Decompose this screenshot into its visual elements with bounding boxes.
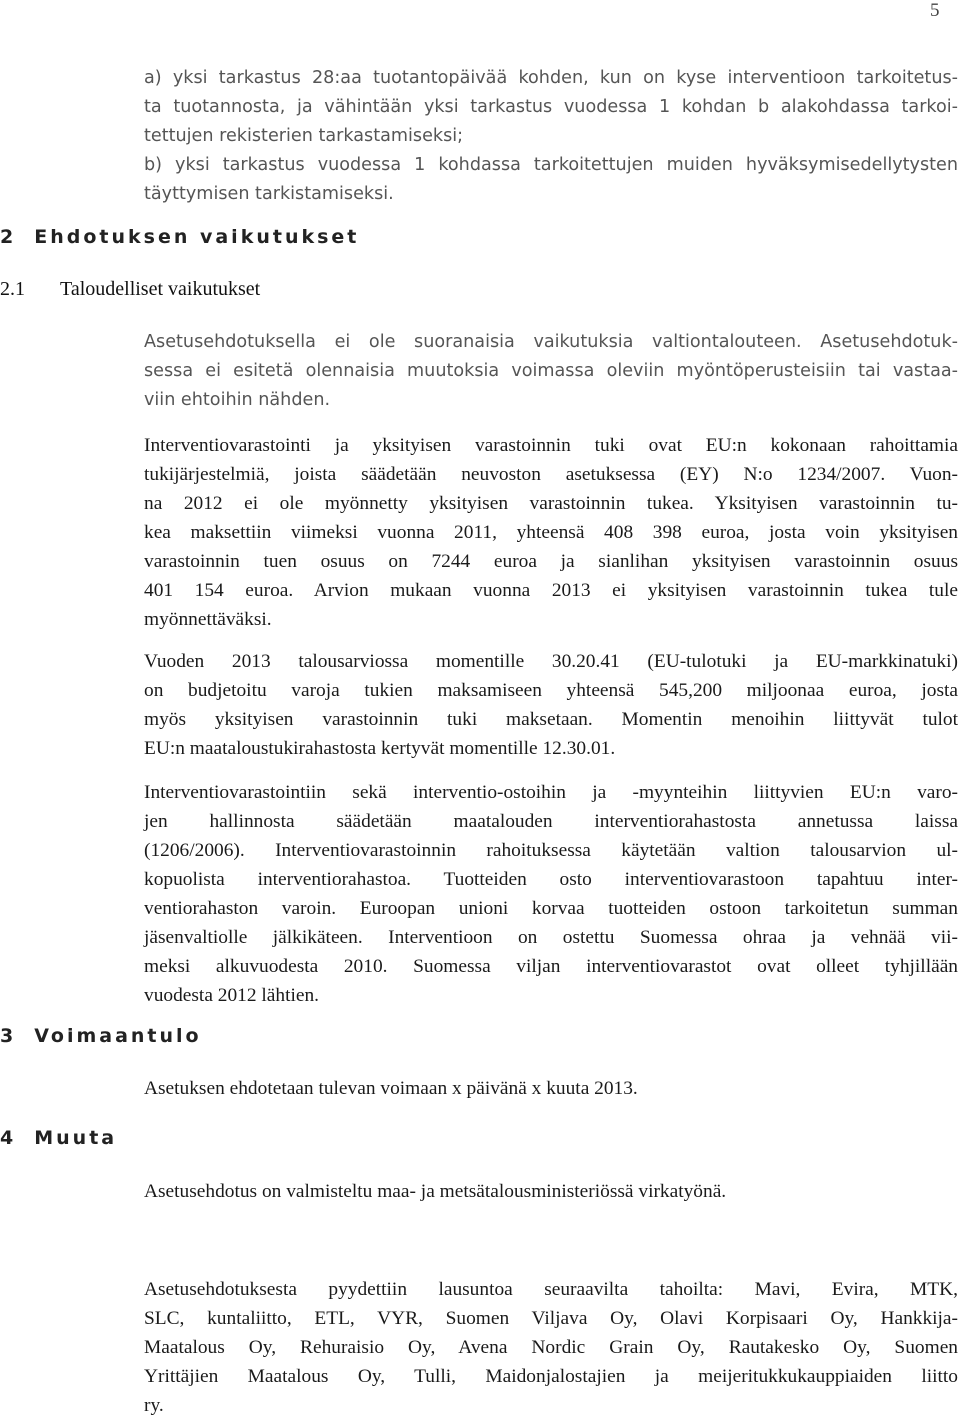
section-number: 2 [0,226,17,248]
text-line: varastoinnin tuen osuus on 7244 euroa ja sianlihan yksityisen varastoinnin osuus [144,551,958,572]
text-line: Interventiovarastointiin sekä interventio-ostoihin ja -myynteihin liittyvien EU:n varo- [144,782,958,803]
paragraph-preparation [144,1177,958,1206]
text-line: Asetusehdotuksella ei ole suoranaisia vaikutuksia valtiontalouteen. Asetusehdotuk- [144,332,958,352]
paragraph-intervention-fund [144,778,958,1010]
section-number: 4 [0,1127,17,1149]
text-line: (1206/2006). Interventiovarastoinnin rahoituksessa käytetään valtion talousarvion ul- [144,840,958,861]
text-line: ventiorahaston varoin. Euroopan unioni korvaa tuotteiden ostoon tarkoitetun summan [144,898,958,919]
intro-b-line: täyttymisen tarkistamiseksi. [144,184,394,204]
paragraph-economic-impact [144,328,958,415]
text-line: sessa ei esitetä olennaisia muutoksia voimassa oleviin myöntöperusteisiin tai vastaa- [144,361,958,381]
text-line: Vuoden 2013 talousarviossa momentille 30.20.41 (EU-tulotuki ja EU-markkinatuki) [144,651,958,672]
text-line: myönnettäväksi. [144,609,272,630]
text-line: ry. [144,1395,164,1416]
section-title: Voimaantulo [34,1025,202,1047]
paragraph-intervention-storage [144,431,958,634]
paragraph-entry-into-force [144,1074,958,1103]
intro-a-line: a) yksi tarkastus 28:aa tuotantopäivää kohden, kun on kyse interventioon tarkoitetus- [144,68,958,88]
text-line: Yrittäjien Maatalous Oy, Tulli, Maidonjalostajien ja meijeritukkukauppiaiden liitto [144,1366,958,1387]
text-line: on budjetoitu varoja tukien maksamiseen yhteensä 545,200 miljoonaa euroa, josta [144,680,958,701]
text-line: na 2012 ei ole myönnetty yksityisen varastoinnin tukea. Yksityisen varastoinnin tu- [144,493,958,514]
text-line: jäsenvaltiolle jälkikäteen. Interventioon on ostettu Suomessa ohraa ja vehnää vii- [144,927,958,948]
section-title: Taloudelliset vaikutukset [60,278,261,300]
text-line: kea maksettiin viimeksi vuonna 2011, yhteensä 408 398 euroa, josta voin yksityisen [144,522,958,543]
text-line: kopuolista interventiorahastoa. Tuotteiden osto interventiovarastoon tapahtuu inter- [144,869,958,890]
section-number: 3 [0,1025,17,1047]
intro-a-line: ta tuotannosta, ja vähintään yksi tarkastus vuodessa 1 kohdan b alakohdassa tarkoi- [144,97,958,117]
intro-item-b [144,151,958,209]
intro-item-a [144,64,958,151]
intro-a-line: tettujen rekisterien tarkastamiseksi; [144,126,464,146]
section-heading-2 [0,226,359,248]
paragraph-consultation [144,1275,958,1420]
section-title: Muuta [34,1127,118,1149]
text-line: EU:n maataloustukirahastosta kertyvät momentille 12.30.01. [144,738,616,759]
text-line: meksi alkuvuodesta 2010. Suomessa viljan interventiovarastot ovat olleet tyhjillään [144,956,958,977]
text-line: Interventiovarastointi ja yksityisen varastoinnin tuki ovat EU:n kokonaan rahoittamia [144,435,958,456]
text-line: Maatalous Oy, Rehuraisio Oy, Avena Nordic Grain Oy, Rautakesko Oy, Suomen [144,1337,958,1358]
subsection-heading-2-1 [0,278,260,301]
section-heading-4 [0,1127,117,1149]
text-line: Asetusehdotuksesta pyydettiin lausuntoa seuraavilta tahoilta: Mavi, Evira, MTK, [144,1279,958,1300]
text-line: jen hallinnosta säädetään maatalouden interventiorahastosta annetussa laissa [144,811,958,832]
text-line: Asetusehdotus on valmisteltu maa- ja metsätalousministeriössä virkatyönä. [144,1181,727,1202]
text-line: tukijärjestelmiä, joista säädetään neuvoston asetuksessa (EY) N:o 1234/2007. Vuon- [144,464,958,485]
text-line: Asetuksen ehdotetaan tulevan voimaan x päivänä x kuuta 2013. [144,1078,638,1099]
section-heading-3 [0,1025,202,1047]
text-line: viin ehtoihin nähden. [144,390,331,410]
text-line: 401 154 euroa. Arvion mukaan vuonna 2013 ei yksityisen varastoinnin tukea tule [144,580,958,601]
paragraph-budget [144,647,958,763]
intro-b-line: b) yksi tarkastus vuodessa 1 kohdassa tarkoitettujen muiden hyväksymisedellytysten [144,155,958,175]
text-line: myös yksityisen varastoinnin tuki maksetaan. Momentin menoihin liittyvät tulot [144,709,958,730]
section-title: Ehdotuksen vaikutukset [34,226,360,248]
text-line: vuodesta 2012 lähtien. [144,985,320,1006]
page-number: 5 [930,0,940,21]
section-number: 2.1 [0,278,25,300]
text-line: SLC, kuntaliitto, ETL, VYR, Suomen Viljava Oy, Olavi Korpisaari Oy, Hankkija- [144,1308,958,1329]
